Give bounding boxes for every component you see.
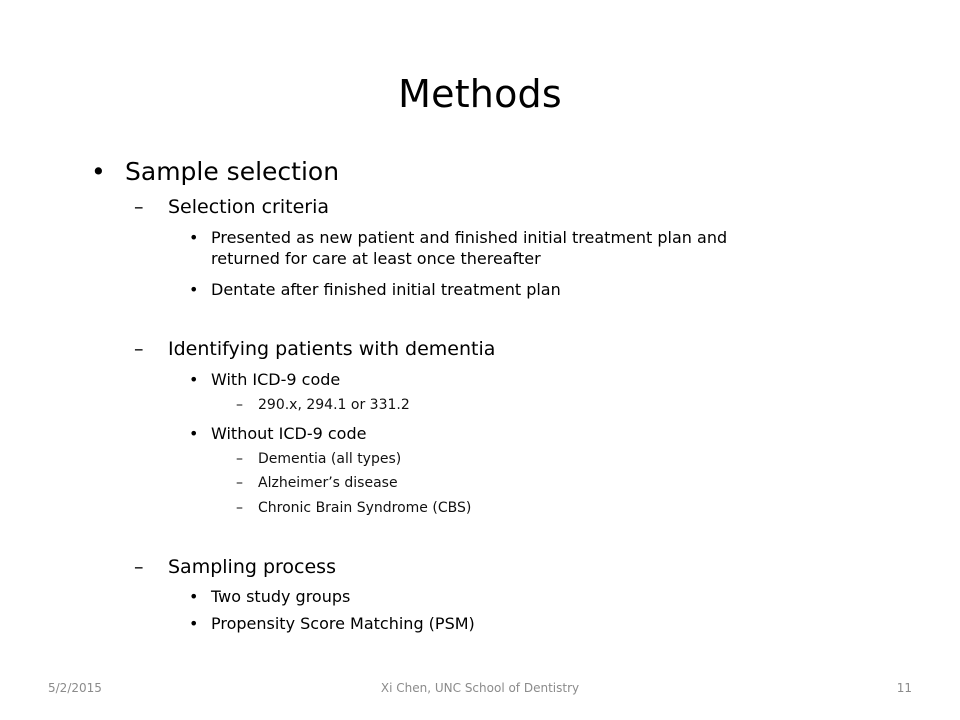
item-two-study-groups: Two study groups — [211, 587, 351, 606]
footer-author: Xi Chen, UNC School of Dentistry — [380, 681, 580, 695]
item-without-icd9: Without ICD-9 code — [211, 424, 367, 443]
dash-icon: – — [134, 196, 144, 218]
item-dementia-all-types: Dementia (all types) — [258, 451, 402, 467]
bullet-icon: • — [189, 370, 199, 389]
criteria-item-dentate: Dentate after finished initial treatment plan — [211, 280, 561, 299]
dash-icon: – — [236, 500, 243, 516]
footer-date: 5/2/2015 — [48, 681, 102, 695]
criteria-item-new-patient: Presented as new patient and finished initial treatment plan and — [211, 228, 728, 247]
item-psm: Propensity Score Matching (PSM) — [211, 614, 475, 633]
subbullet-identifying-dementia: Identifying patients with dementia — [168, 338, 496, 360]
bullet-sample-selection: Sample selection — [125, 157, 340, 186]
dash-icon: – — [134, 338, 144, 360]
item-alzheimers: Alzheimer’s disease — [258, 475, 398, 491]
item-cbs: Chronic Brain Syndrome (CBS) — [258, 500, 472, 516]
slide-title: Methods — [398, 72, 562, 116]
footer-page-number: 11 — [896, 681, 912, 695]
bullet-icon: • — [189, 280, 199, 299]
dash-icon: – — [236, 397, 243, 413]
bullet-icon: • — [91, 157, 106, 186]
item-with-icd9: With ICD-9 code — [211, 370, 341, 389]
subbullet-selection-criteria: Selection criteria — [168, 196, 330, 218]
bullet-icon: • — [189, 424, 199, 443]
dash-icon: – — [134, 556, 144, 578]
dash-icon: – — [236, 475, 243, 491]
criteria-item-new-patient-cont: returned for care at least once thereafter — [211, 249, 541, 268]
bullet-icon: • — [189, 587, 199, 606]
dash-icon: – — [236, 451, 243, 467]
bullet-icon: • — [189, 228, 199, 247]
item-icd9-codes: 290.x, 294.1 or 331.2 — [258, 397, 410, 413]
subbullet-sampling-process: Sampling process — [168, 556, 336, 578]
bullet-icon: • — [189, 614, 199, 633]
